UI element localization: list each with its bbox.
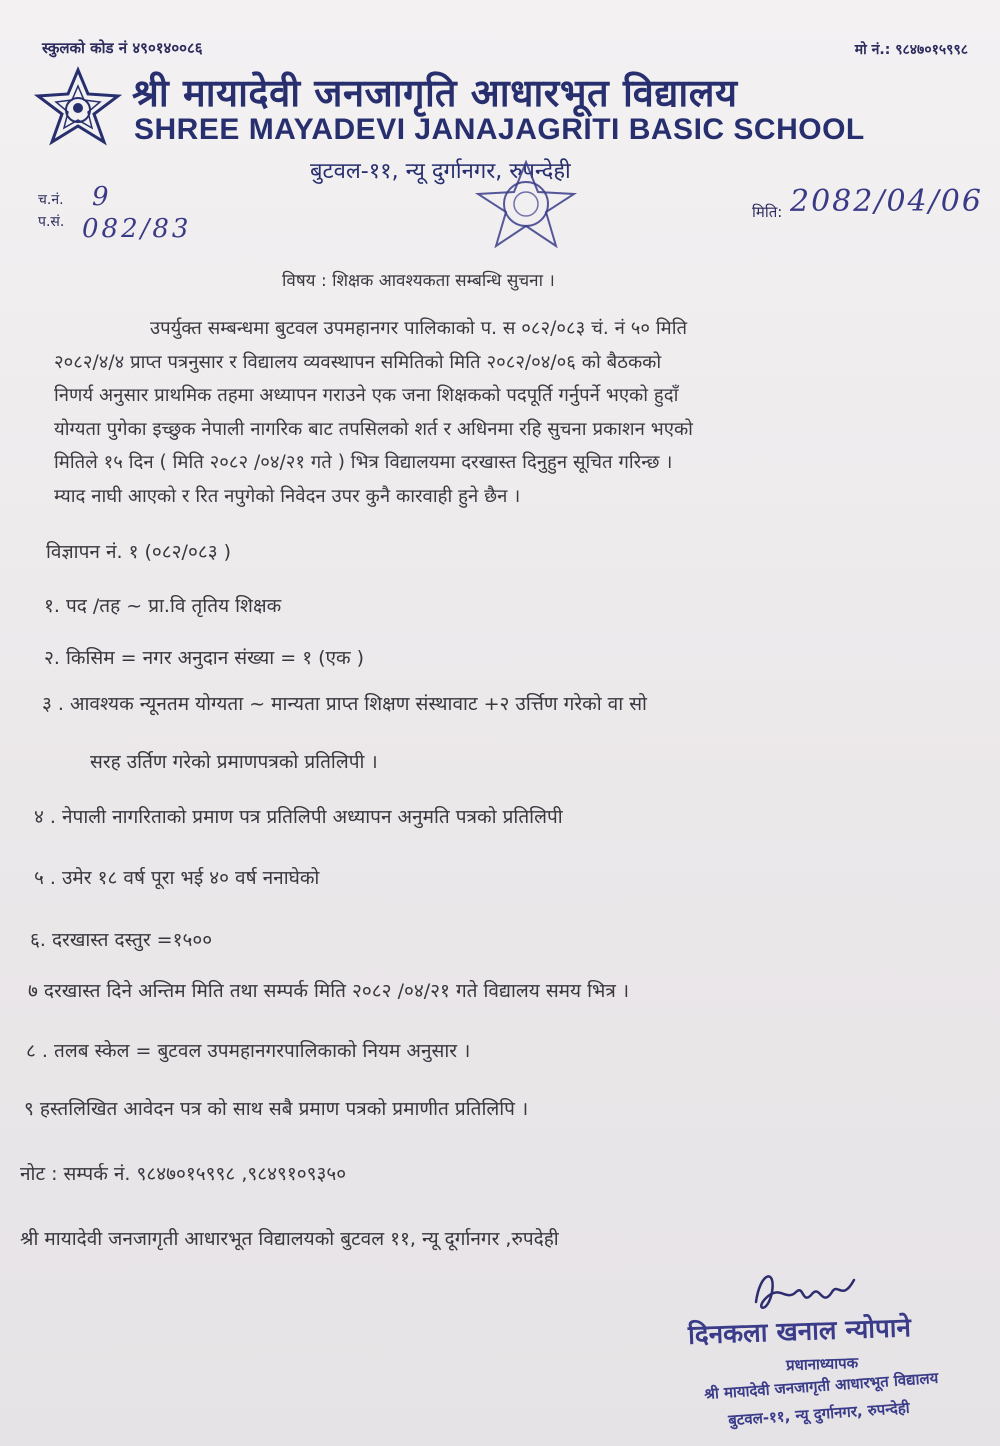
list-item: ५ . उमेर १८ वर्ष पूरा भई ४० वर्ष ननाघेको bbox=[34, 867, 320, 889]
chalani-label: च.नं. bbox=[38, 192, 64, 208]
chalani-number: 9 bbox=[92, 182, 109, 212]
paragraph-line: योग्यता पुगेका इच्छुक नेपाली नागरिक बाट तपसिलको शर्त र अधिनमा रहि सुचना प्रकाशन भएको bbox=[54, 418, 693, 440]
patra-sankhya-label: प.सं. bbox=[38, 214, 65, 230]
signatory-address: बुटवल-११, न्यू दुर्गानगर, रुपन्देही bbox=[727, 1398, 911, 1430]
notice-subject: विषय : शिक्षक आवश्यकता सम्बन्धि सुचना । bbox=[282, 271, 555, 291]
advert-number: विज्ञापन नं. १ (०८२/०८३ ) bbox=[46, 541, 232, 563]
list-item: ४ . नेपाली नागरिताको प्रमाण पत्र प्रतिलिपी अध्यापन अनुमति पत्रको प्रतिलिपी bbox=[34, 806, 563, 828]
list-item: ९ हस्तलिखित आवेदन पत्र को साथ सबै प्रमाण पत्रको प्रमाणीत प्रतिलिपि । bbox=[24, 1098, 529, 1120]
notice-body bbox=[54, 312, 934, 513]
school-title-english: SHREE MAYADEVI JANAJAGRITI BASIC SCHOOL bbox=[134, 113, 865, 146]
school-seal-stamp bbox=[466, 160, 586, 254]
paragraph-line: उपर्युक्त सम्बन्धमा बुटवल उपमहानगर पालिकाको प. स ०८२/०८३ चं. नं ५० मिति bbox=[150, 318, 688, 339]
list-item: ३ . आवश्यक न्यूनतम योग्यता ~ मान्यता प्राप्त शिक्षण संस्थावाट +२ उर्त्तिण गरेको वा सो bbox=[42, 693, 647, 715]
signatory-designation: प्रधानाध्यापक bbox=[785, 1353, 859, 1375]
school-code: स्कुलको कोड नं ४९०१४००८६ bbox=[42, 39, 203, 57]
patra-sankhya-value: 082/83 bbox=[82, 214, 192, 244]
school-emblem-icon bbox=[32, 66, 124, 166]
date-label: मिति: bbox=[752, 203, 783, 221]
school-title-nepali: श्री मायादेवी जनजागृति आधारभूत विद्यालय bbox=[132, 71, 738, 115]
paragraph-line: २०८२/४/४ प्राप्त पत्रनुसार र विद्यालय व्यवस्थापन समितिको मिति २०८२/०४/०६ को बैठकको bbox=[54, 351, 662, 373]
mobile-number: मो नं.: ९८४७०१५९९८ bbox=[854, 42, 968, 58]
date-value: 2082/04/06 bbox=[790, 184, 983, 219]
list-item: ७ दरखास्त दिने अन्तिम मिति तथा सम्पर्क मिति २०८२ /०४/२१ गते विद्यालय समय भित्र । bbox=[28, 980, 630, 1002]
list-item: ८ . तलब स्केल = बुटवल उपमहानगरपालिकाको नियम अनुसार । bbox=[26, 1040, 471, 1062]
signatory-school: श्री मायादेवी जनजागृती आधारभूत विद्यालय bbox=[703, 1368, 939, 1404]
signatory-name: दिनकला खनाल न्योपाने bbox=[687, 1313, 912, 1351]
contact-note: नोट : सम्पर्क नं. ९८४७०१५९९८ ,९८४९१०९३५० bbox=[20, 1163, 347, 1185]
school-address: बुटवल-११, न्यू दुर्गानगर, रुपन्देही bbox=[310, 159, 571, 184]
footer-school-line: श्री मायादेवी जनजागृती आधारभूत विद्यालयको बुटवल ११, न्यू दूर्गानगर ,रुपदेही bbox=[20, 1228, 559, 1250]
list-item: २. किसिम = नगर अनुदान संख्या = १ (एक ) bbox=[44, 647, 365, 669]
paragraph-line: म्याद नाघी आएको र रित नपुगेको निवेदन उपर कुनै कारवाही हुने छैन । bbox=[54, 485, 521, 507]
list-item: १. पद /तह ~ प्रा.वि तृतिय शिक्षक bbox=[44, 595, 282, 617]
list-item: सरह उर्तिण गरेको प्रमाणपत्रको प्रतिलिपी । bbox=[90, 751, 378, 773]
paragraph-line: निणर्य अनुसार प्राथमिक तहमा अध्यापन गराउने एक जना शिक्षकको पदपूर्ति गर्नुपर्ने भएको हुदाँ bbox=[54, 385, 679, 406]
paragraph-line: मितिले १५ दिन ( मिति २०८२ /०४/२१ गते ) भित्र विद्यालयमा दरखास्त दिनुहुन सूचित गरिन्छ । bbox=[54, 452, 673, 473]
list-item: ६. दरखास्त दस्तुर =१५०० bbox=[30, 929, 213, 951]
